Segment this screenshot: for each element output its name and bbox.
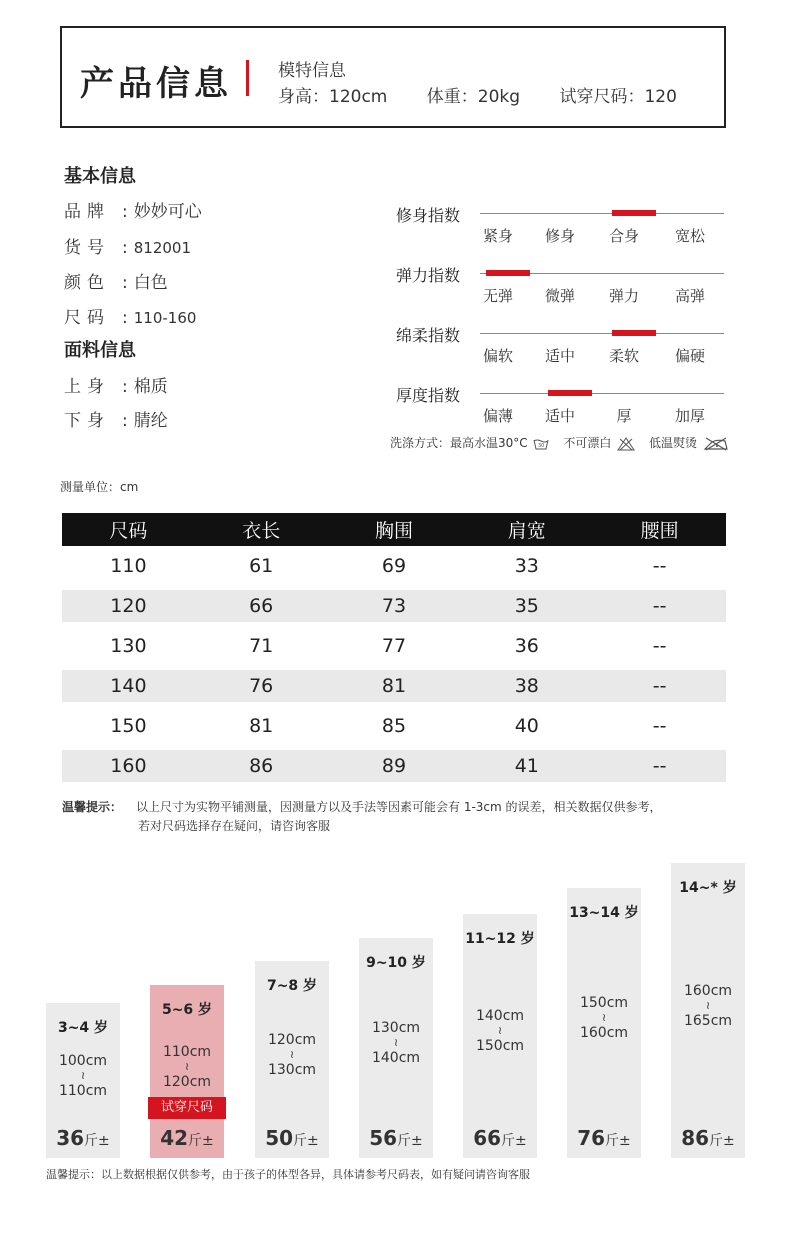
index-label: 绵柔指数 <box>396 326 461 345</box>
index-option: 适中 <box>544 407 575 425</box>
weight-unit: 斤± <box>84 1133 110 1149</box>
table-header <box>62 513 726 546</box>
index-option: 微弹 <box>544 287 575 305</box>
table-cell: -- <box>652 675 667 697</box>
footer-tip: 温馨提示：以上数据根据仅供参考，由于孩子的体型各异，具体请参考尺码表，如有疑问请咨询客服 <box>46 1168 530 1181</box>
table-cell: 38 <box>514 675 539 697</box>
header-cell: 腰围 <box>640 520 679 542</box>
table-cell: 77 <box>381 635 407 657</box>
age-label: 7~8 岁 <box>266 978 318 994</box>
weight-value <box>463 1126 537 1150</box>
age-bar <box>359 938 433 1158</box>
index-selected-marker <box>548 390 592 396</box>
wash-method: 洗涤方式：最高水温30°C <box>390 436 528 450</box>
index-option: 弹力 <box>608 287 639 305</box>
table-cell: 41 <box>514 755 539 777</box>
table-row <box>62 626 726 666</box>
info-row-sku: 货号 : 812001 <box>64 233 191 258</box>
height-max: 165cm <box>683 1013 733 1029</box>
table-cell: -- <box>652 755 667 777</box>
height-min: 110cm <box>162 1044 212 1060</box>
height-max: 130cm <box>267 1062 317 1078</box>
index-label: 厚度指数 <box>396 386 461 405</box>
range-tilde: ≀ <box>80 1069 86 1082</box>
table-cell: 160 <box>110 755 147 777</box>
table-cell: -- <box>652 555 667 577</box>
table-row <box>62 750 726 782</box>
weight-number: 86 <box>681 1126 710 1150</box>
index-selected-marker <box>486 270 530 276</box>
weight-value <box>46 1126 120 1150</box>
info-row-bottom: 下身 : 腈纶 <box>64 406 168 431</box>
weight-unit: 斤± <box>293 1133 319 1149</box>
range-tilde: ≀ <box>601 1011 607 1024</box>
table-cell: 81 <box>249 715 274 737</box>
age-label: 13~14 岁 <box>569 905 639 921</box>
age-bar <box>463 914 537 1158</box>
model-info-label: 模特信息 <box>278 61 346 81</box>
height-max: 140cm <box>371 1050 421 1066</box>
weight-number: 36 <box>56 1126 85 1150</box>
table-row <box>62 590 726 622</box>
info-key: 货号 <box>64 238 110 258</box>
range-tilde: ≀ <box>705 999 711 1012</box>
table-cell: 69 <box>381 555 407 577</box>
header-cell: 胸围 <box>374 520 413 542</box>
height-min: 150cm <box>579 995 629 1011</box>
bleach-label: 不可漂白 <box>563 436 612 450</box>
table-cell: 140 <box>110 675 147 697</box>
info-row-size: 尺码 : 110-160 <box>64 303 196 328</box>
table-cell: -- <box>652 715 667 737</box>
index-selected-marker <box>612 330 656 336</box>
height-max: 150cm <box>475 1038 525 1054</box>
index-option: 宽松 <box>674 227 705 245</box>
wash-basin-icon <box>533 438 549 450</box>
weight-number: 76 <box>577 1126 606 1150</box>
info-row-brand: 品牌 : 妙妙可心 <box>64 197 202 222</box>
index-option: 适中 <box>544 347 575 365</box>
index-scale-line <box>480 333 724 334</box>
height-min: 120cm <box>267 1032 317 1048</box>
size-tip <box>62 798 662 836</box>
index-option: 柔软 <box>608 347 639 365</box>
page-title: 产品信息 <box>80 64 232 104</box>
age-bar <box>255 961 329 1158</box>
table-cell: 150 <box>110 715 147 737</box>
header-cell: 尺码 <box>109 520 148 542</box>
info-key: 颜色 <box>64 273 110 293</box>
no-bleach-icon <box>617 437 635 451</box>
index-label: 弹力指数 <box>396 266 461 285</box>
table-row <box>62 670 726 702</box>
age-label: 9~10 岁 <box>366 955 426 971</box>
range-tilde: ≀ <box>497 1024 503 1037</box>
weight-unit: 斤± <box>605 1133 631 1149</box>
height-max: 120cm <box>162 1074 212 1090</box>
table-cell: -- <box>652 595 667 617</box>
age-label: 14~* 岁 <box>679 880 737 896</box>
weight-value <box>359 1126 433 1150</box>
index-option: 偏薄 <box>482 407 513 425</box>
index-option: 加厚 <box>674 407 705 425</box>
age-bar <box>671 863 745 1158</box>
index-option: 合身 <box>608 227 639 245</box>
table-cell: 66 <box>249 595 274 617</box>
header-cell: 衣长 <box>242 520 281 542</box>
info-value: 白色 <box>133 273 168 293</box>
height-max: 160cm <box>579 1025 629 1041</box>
height-max: 110cm <box>58 1083 108 1099</box>
weight-number: 50 <box>265 1126 294 1150</box>
table-cell: 110 <box>110 555 147 577</box>
wash-instructions <box>390 434 739 451</box>
table-cell: 76 <box>249 675 274 697</box>
weight-unit: 斤± <box>397 1133 423 1149</box>
table-cell: 85 <box>381 715 407 737</box>
fit-index-row <box>396 266 726 321</box>
range-tilde: ≀ <box>289 1048 295 1061</box>
age-label: 3~4 岁 <box>57 1020 109 1036</box>
tip-label: 温馨提示： <box>62 800 123 814</box>
weight-value <box>255 1126 329 1150</box>
info-row-top: 上身 : 棉质 <box>64 372 168 397</box>
svg-text:30: 30 <box>538 442 545 449</box>
weight-unit: 斤± <box>501 1133 527 1149</box>
weight-number: 66 <box>473 1126 502 1150</box>
info-row-color: 颜色 : 白色 <box>64 268 168 293</box>
weight-unit: 斤± <box>709 1133 735 1149</box>
index-option: 紧身 <box>482 227 513 245</box>
index-scale-line <box>480 213 724 214</box>
range-tilde: ≀ <box>393 1036 399 1049</box>
weight-unit: 斤± <box>188 1133 214 1149</box>
index-option: 高弹 <box>674 287 705 305</box>
table-cell: 40 <box>514 715 539 737</box>
fit-index-row <box>396 206 726 261</box>
table-cell: 81 <box>381 675 407 697</box>
weight-value <box>671 1126 745 1150</box>
index-option: 修身 <box>544 227 575 245</box>
table-cell: 73 <box>381 595 407 617</box>
model-try-size: 试穿尺码：120 <box>559 87 677 107</box>
table-cell: 130 <box>110 635 147 657</box>
title-divider <box>246 60 249 96</box>
table-cell: 36 <box>514 635 539 657</box>
weight-number: 42 <box>160 1126 189 1150</box>
model-weight: 体重：20kg <box>426 87 521 107</box>
fit-index-row <box>396 326 726 381</box>
index-option: 偏硬 <box>674 347 705 365</box>
index-option: 无弹 <box>482 287 513 305</box>
weight-number: 56 <box>369 1126 398 1150</box>
header-cell: 肩宽 <box>507 520 546 542</box>
height-min: 100cm <box>58 1053 108 1069</box>
info-key: 下身 <box>64 411 110 431</box>
model-stats <box>278 82 711 107</box>
tip-line-1: 以上尺寸为实物平铺测量，因测量方以及手法等因素可能会有 1-3cm 的误差，相关数据仅供参考， <box>136 800 662 814</box>
info-value: 812001 <box>133 239 191 257</box>
range-tilde: ≀ <box>184 1060 190 1073</box>
info-value: 妙妙可心 <box>133 202 202 222</box>
info-key: 上身 <box>64 377 110 397</box>
height-min: 130cm <box>371 1020 421 1036</box>
table-cell: -- <box>652 635 667 657</box>
table-cell: 33 <box>514 555 539 577</box>
age-label: 11~12 岁 <box>465 931 535 947</box>
table-cell: 35 <box>514 595 539 617</box>
age-label: 5~6 岁 <box>161 1002 213 1018</box>
height-min: 140cm <box>475 1008 525 1024</box>
try-size-badge: 试穿尺码 <box>148 1097 226 1119</box>
weight-value <box>150 1126 224 1150</box>
age-bar <box>46 1003 120 1158</box>
model-height: 身高：120cm <box>278 87 388 107</box>
table-cell: 86 <box>249 755 274 777</box>
table-cell: 89 <box>381 755 407 777</box>
table-cell: 71 <box>249 635 274 657</box>
index-selected-marker <box>612 210 656 216</box>
index-option: 偏软 <box>482 347 513 365</box>
info-key: 品牌 <box>64 202 110 222</box>
tip-line-2: 若对尺码选择存在疑问，请咨询客服 <box>138 819 331 833</box>
info-key: 尺码 <box>64 308 110 328</box>
index-option: 厚 <box>616 407 632 425</box>
iron-label: 低温熨烫 <box>648 436 697 450</box>
product-info-header <box>60 26 726 128</box>
table-row <box>62 706 726 746</box>
table-cell: 120 <box>110 595 147 617</box>
info-value: 棉质 <box>133 377 168 397</box>
table-row <box>62 546 726 586</box>
index-label: 修身指数 <box>396 206 461 225</box>
age-bar <box>567 888 641 1158</box>
basic-info-title: 基本信息 <box>64 166 136 187</box>
height-min: 160cm <box>683 983 733 999</box>
table-body <box>62 546 726 782</box>
age-bar <box>150 985 224 1158</box>
info-value: 110-160 <box>133 309 197 327</box>
fabric-info-title: 面料信息 <box>64 340 136 361</box>
info-value: 腈纶 <box>133 411 168 431</box>
table-cell: 61 <box>249 555 274 577</box>
size-table <box>62 513 726 786</box>
low-iron-icon <box>703 437 729 451</box>
weight-value <box>567 1126 641 1150</box>
measure-unit: 测量单位：cm <box>60 480 139 494</box>
index-scale-line <box>480 393 724 394</box>
